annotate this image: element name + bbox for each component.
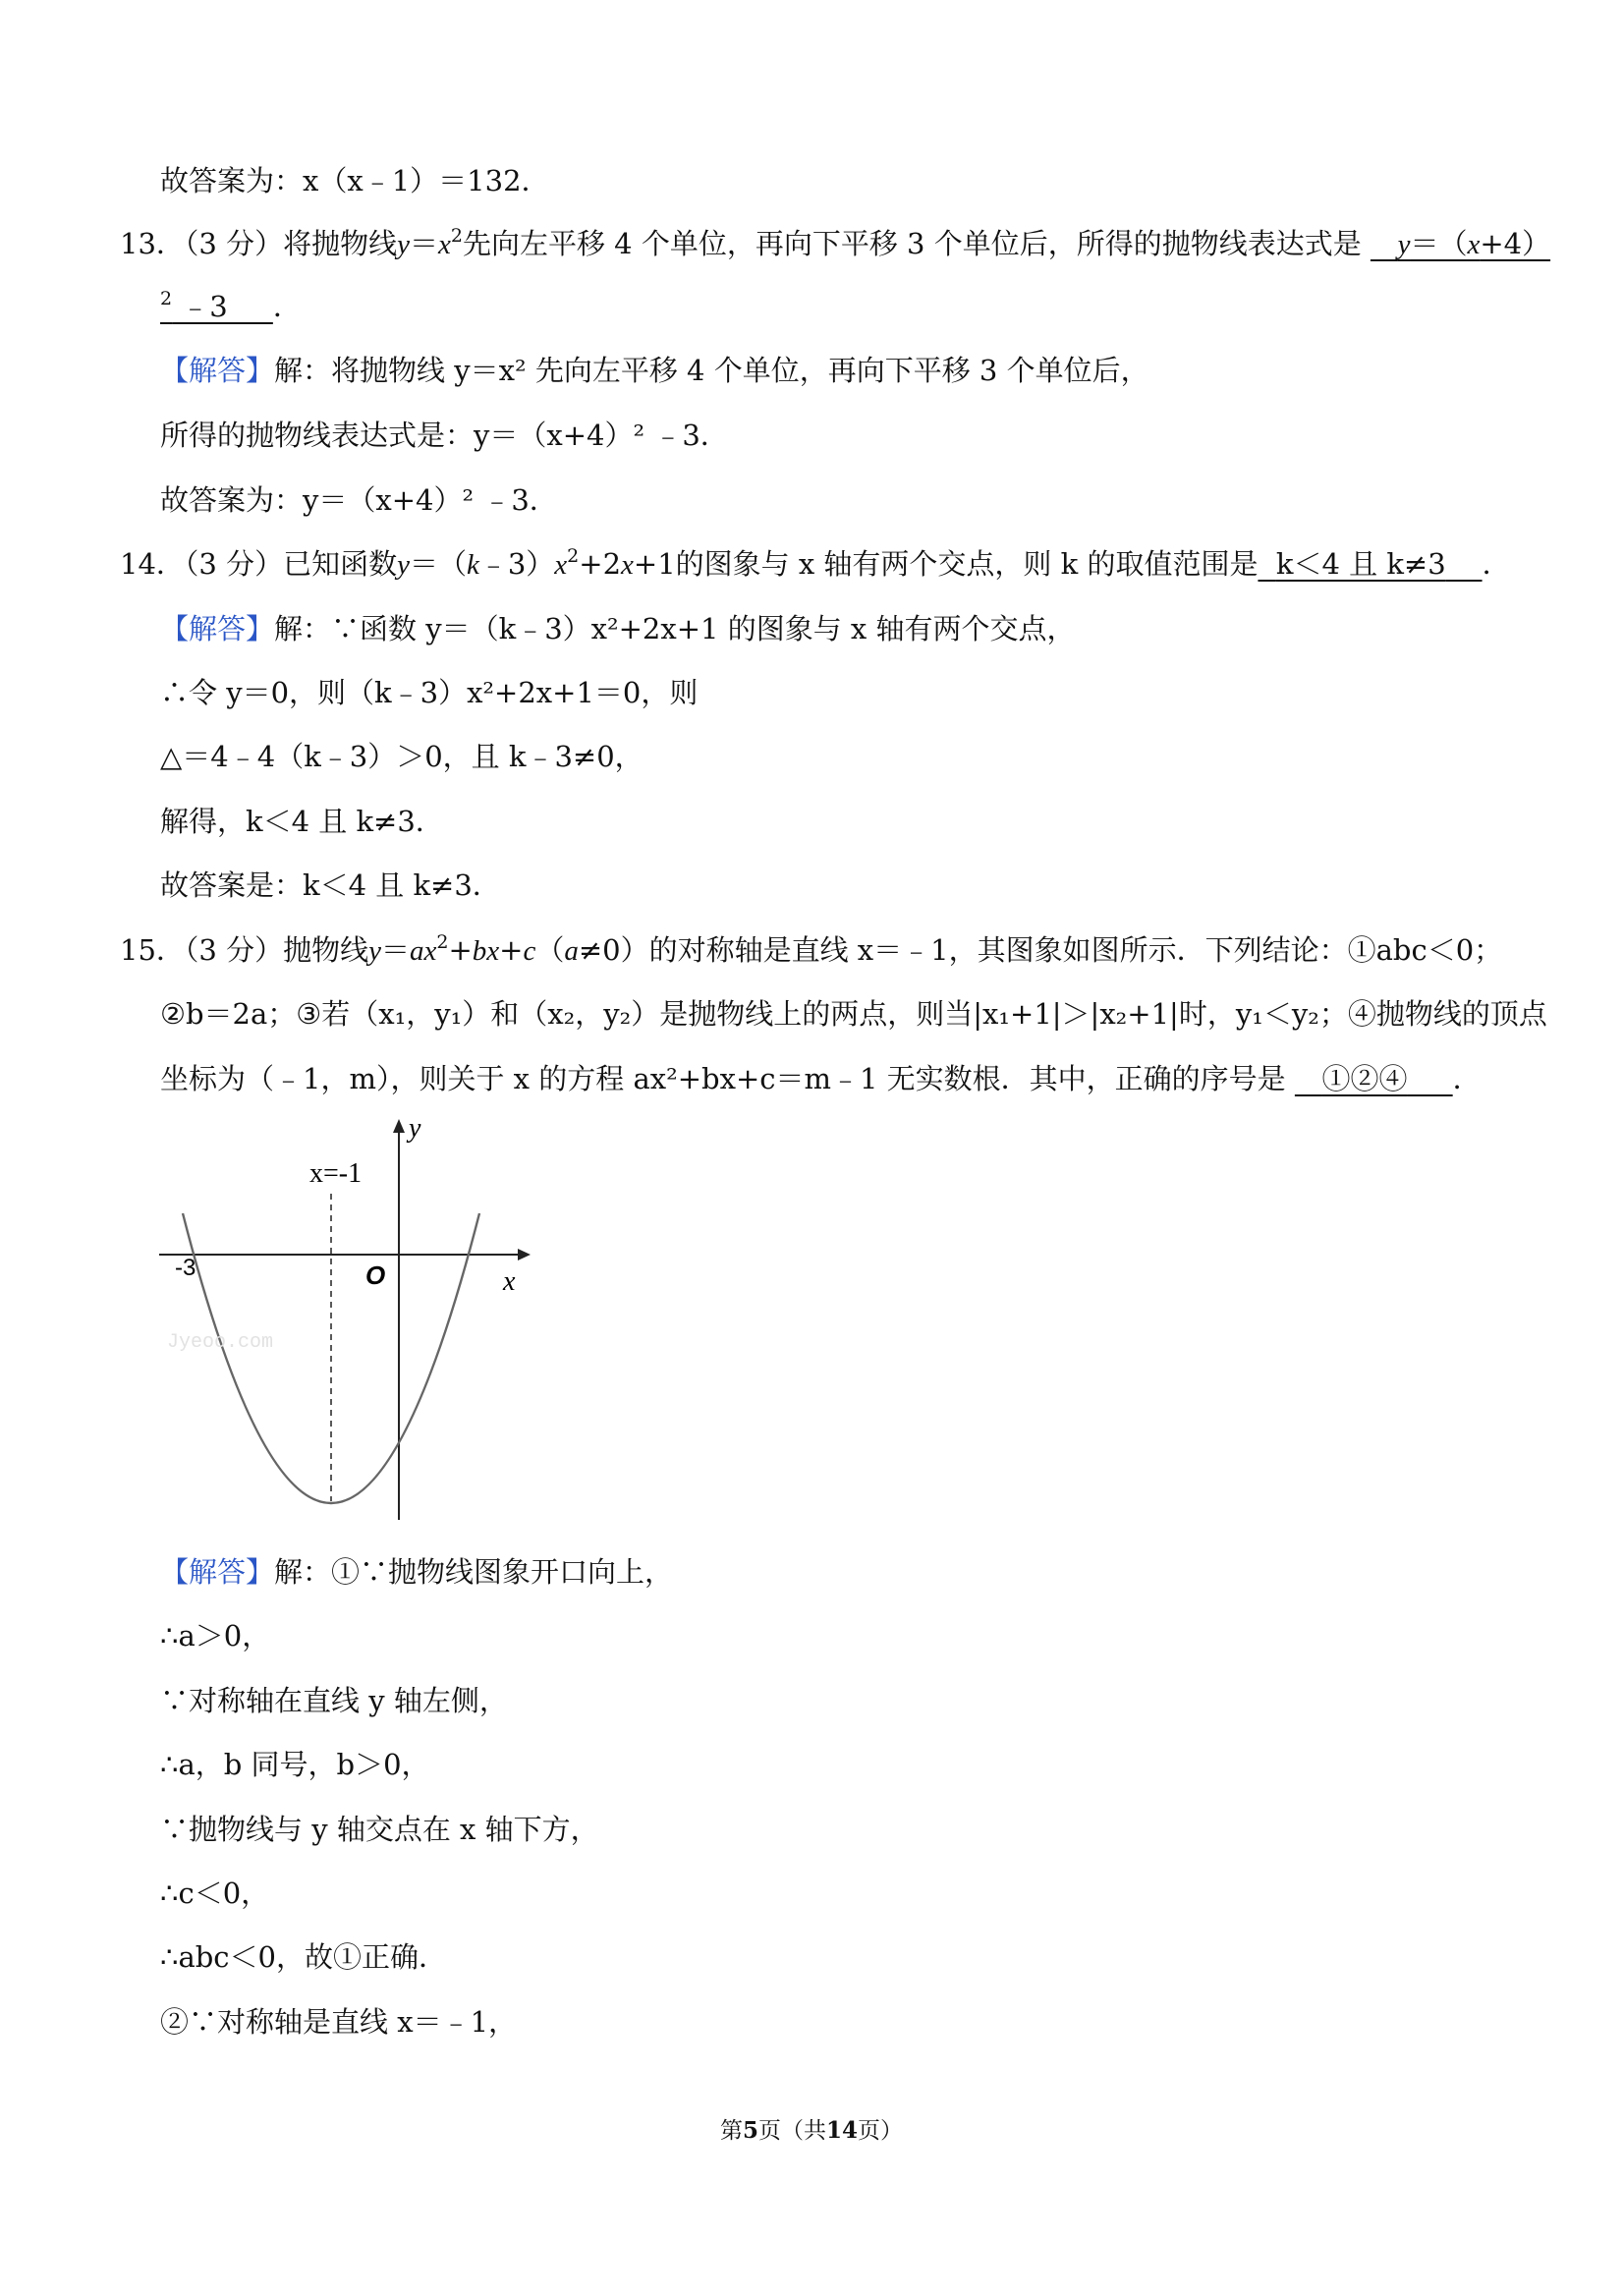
question-13: 13．（3 分）将抛物线$y=x^2$先向左平移 4 个单位，再向下平移 3 个单位后，所得的抛物线表达式是 y＝（x+4） — [120, 225, 1551, 260]
q14-solution-3: △＝4﹣4（k﹣3）＞0，且 k﹣3≠0， — [160, 740, 644, 773]
q15-solution-8: ②∵对称轴是直线 x＝﹣1， — [160, 2005, 518, 2039]
q13-solution-2: 所得的抛物线表达式是：y＝（x+4）² ﹣3． — [160, 419, 729, 452]
x-axis-arrow — [518, 1249, 531, 1260]
q15-solution-6: ∴c＜0， — [160, 1876, 270, 1910]
origin-label: O — [365, 1260, 386, 1290]
watermark: Jyeoo.com — [167, 1331, 274, 1354]
q13-answer-blank: y＝（x+4） — [1397, 227, 1551, 260]
y-axis-label: y — [409, 1115, 421, 1144]
parabola-figure — [147, 1115, 540, 1528]
q15-line-3: 坐标为（﹣1，m），则关于 x 的方程 ax²+bx+c＝m﹣1 无实数根．其中，正确的序号是 ①②④ ． — [160, 1062, 1482, 1095]
q14-answer-blank: k＜4 且 k≠3 — [1275, 547, 1446, 581]
page-footer: 第5页（共14页） — [719, 2117, 904, 2144]
q15-solution-7: ∴abc＜0，故①正确． — [160, 1940, 447, 1974]
question-15: 15．（3 分）抛物线$y=ax^2+bx+c(a\ne 0)$的对称轴是直线 x＝﹣1，其图象如图所示．下列结论：①abc＜0； — [120, 931, 1503, 967]
q15-solution-3: ∵对称轴在直线 y 轴左侧， — [160, 1684, 508, 1717]
q13-solution-1: 【解答】解：将抛物线 y＝x² 先向左平移 4 个单位，再向下平移 3 个单位后， — [160, 354, 1149, 387]
x-axis-label: x — [503, 1266, 516, 1297]
root-label: -3 — [175, 1255, 196, 1281]
q14-solution-4: 解得，k＜4 且 k≠3． — [160, 805, 444, 838]
page-total: 14 — [826, 2117, 859, 2144]
q15-solution-4: ∴a，b 同号，b＞0， — [160, 1748, 430, 1781]
q15-solution-5: ∵抛物线与 y 轴交点在 x 轴下方， — [160, 1813, 599, 1846]
q13-solution-3: 故答案为：y＝（x+4）² ﹣3． — [160, 483, 558, 517]
q15-solution-1: 【解答】解：①∵抛物线图象开口向上， — [160, 1555, 674, 1589]
page-number: 5 — [742, 2117, 758, 2144]
q15-answer-blank: ①②④ — [1321, 1062, 1408, 1095]
q15-solution-2: ∴a＞0， — [160, 1619, 271, 1652]
answer-line-12: 故答案为：x（x﹣1）＝132． — [160, 164, 550, 197]
question-14: 14．（3 分）已知函数$y=(k﹣3)x^2+2x+1$的图象与 x 轴有两个交点，则 k 的取值范围是 k＜4 且 k≠3 ． — [120, 545, 1511, 581]
q14-solution-5: 故答案是：k＜4 且 k≠3． — [160, 868, 501, 902]
q15-line-2: ②b＝2a；③若（x₁，y₁）和（x₂，y₂）是抛物线上的两点，则当|x₁+1|＞|x₂+1|时，y₁＜y₂；④抛物线的顶点 — [160, 997, 1547, 1031]
symmetry-axis-label: x=-1 — [309, 1158, 363, 1189]
q14-solution-2: ∴令 y＝0，则（k﹣3）x²+2x+1＝0，则 — [160, 676, 699, 709]
y-axis-arrow — [393, 1119, 405, 1133]
q13-answer-cont: $^2$ ﹣3 ． — [160, 288, 302, 323]
q14-solution-1: 【解答】解：∵函数 y＝（k﹣3）x²+2x+1 的图象与 x 轴有两个交点， — [160, 612, 1076, 645]
